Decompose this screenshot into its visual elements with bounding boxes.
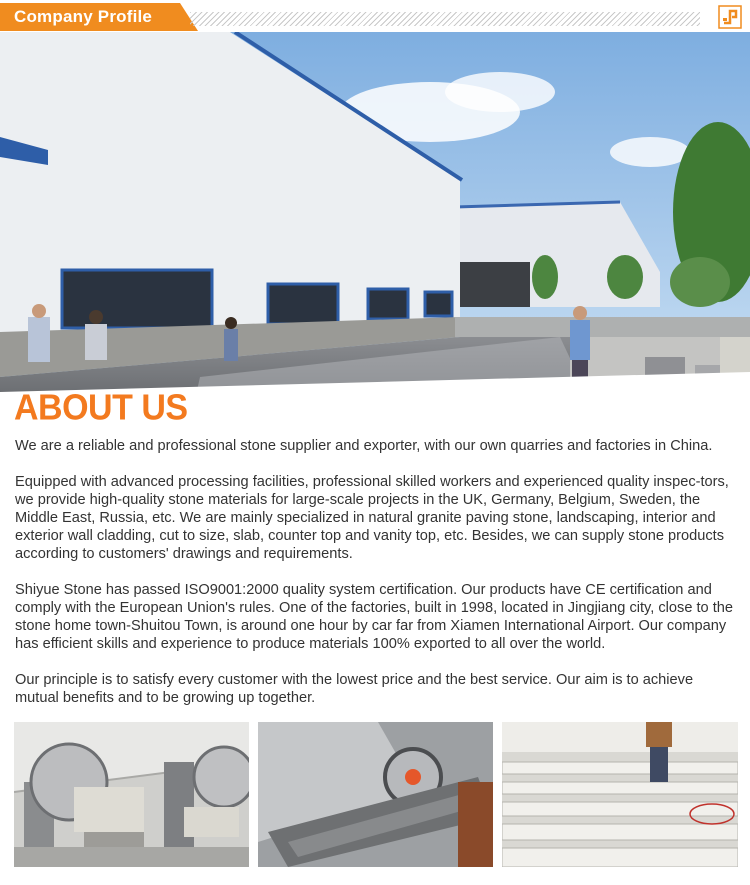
saw-blade-photo	[258, 722, 493, 867]
paving-stones-photo	[502, 722, 738, 867]
header-divider	[190, 12, 700, 26]
paragraph-principle: Our principle is to satisfy every customer with the lowest price and the best service. Our aim is to achieve mutual benefits and to be growing up together.	[15, 672, 694, 706]
paragraph-intro: We are a reliable and professional stone supplier and exporter, with our own quarries and factories in China.	[15, 438, 713, 454]
section-header	[0, 0, 750, 34]
factory-photo	[0, 32, 750, 422]
paragraph-capabilities: Equipped with advanced processing facilities, professional skilled workers and experienced quality inspec-tors, we provide high-quality stone materials for large-scale projects in the UK, Germany, Belgium, Sweden, the Middle East, Russia, etc. We are mainly specialized in natural granite paving stone, landscaping, interior and exterior wall cladding, cut to size, slab, counter top and vanity top, etc. Besides, we can supply stone products according to customers' drawings and requirements.	[15, 474, 729, 562]
about-us-body	[15, 437, 737, 725]
header-title: Company Profile	[14, 7, 153, 26]
paragraph-certification: Shiyue Stone has passed ISO9001:2000 quality system certification. Our products have CE certification and comply with the European Union's rules. One of the factories, built in 1998, located in Jingjiang city, close to the stone home town-Shuitou Town, is around one hour by car far from Xiamen International Airport. Our company has efficient skills and experience to produce materials 100% exported to all over the world.	[15, 582, 734, 652]
cutting-machine-photo	[14, 722, 249, 867]
company-logo-icon	[718, 5, 742, 29]
about-us-title: ABOUT US	[14, 388, 188, 428]
